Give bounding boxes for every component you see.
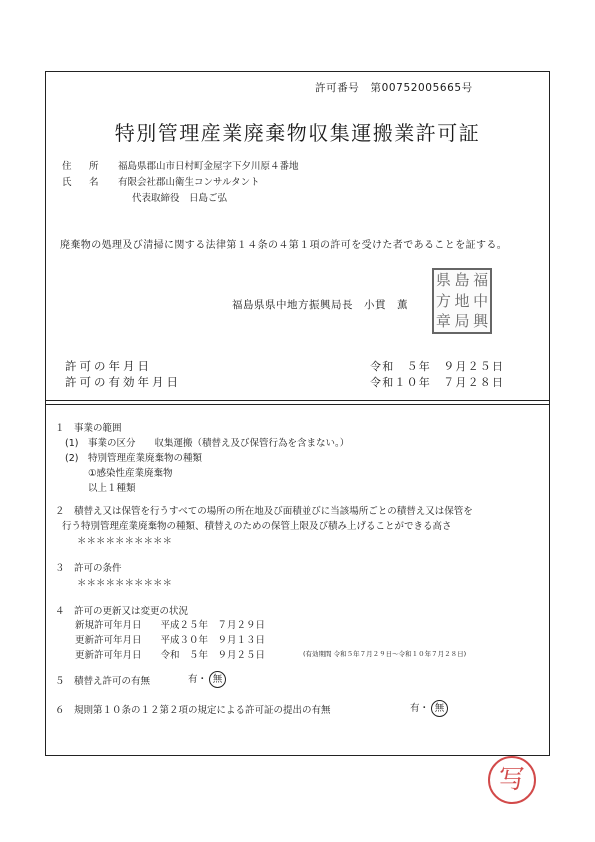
section-4-renewal-1: 更新許可年月日 平成３０年 ９月１３日 bbox=[75, 635, 266, 646]
valid-until-label: 許可の有効年月日 bbox=[65, 375, 181, 389]
name-label: 氏 名 bbox=[62, 177, 103, 188]
section-5-no-circled: 無 bbox=[209, 671, 226, 688]
section-3-value: ＊＊＊＊＊＊＊＊＊＊ bbox=[77, 578, 173, 589]
issuer-name: 福島県県中地方振興局長 小貫 薫 bbox=[232, 299, 408, 311]
document-title: 特別管理産業廃棄物収集運搬業許可証 bbox=[114, 121, 481, 145]
seal-char: 島 bbox=[454, 271, 470, 289]
permit-date-value: 令和 ５年 ９月２５日 bbox=[370, 360, 505, 373]
section-2-value: ＊＊＊＊＊＊＊＊＊＊ bbox=[77, 536, 173, 547]
official-seal bbox=[432, 268, 492, 334]
certification-text: 廃棄物の処理及び清掃に関する法律第１４条の４第１項の許可を受けた者であることを証する。 bbox=[60, 240, 508, 251]
section-6-title: ６ 規則第１０条の１２第２項の規定による許可証の提出の有無 bbox=[55, 705, 331, 716]
seal-char: 福 bbox=[473, 271, 489, 289]
seal-char: 方 bbox=[435, 291, 451, 310]
section-1-count: 以上１種類 bbox=[88, 483, 136, 494]
section-1-title: １ 事業の範囲 bbox=[55, 423, 122, 434]
section-5-label: ５ 積替え許可の有無 bbox=[55, 676, 151, 687]
divider-top bbox=[45, 400, 550, 401]
section-1-waste-type: ①感染性産業廃棄物 bbox=[88, 468, 173, 479]
section-4-new-permit: 新規許可年月日 平成２５年 ７月２９日 bbox=[75, 620, 266, 631]
seal-char: 興 bbox=[473, 312, 489, 331]
section-1-item-1: (1) 事業の区分 収集運搬（積替え及び保管行為を含まない。） bbox=[65, 438, 350, 449]
address-value: 福島県郡山市日村町金屋字下夕川原４番地 bbox=[118, 161, 299, 172]
seal-char: 章 bbox=[435, 312, 451, 331]
representative-value: 代表取締役 日島ご弘 bbox=[132, 193, 228, 204]
section-4-title: ４ 許可の更新又は変更の状況 bbox=[55, 606, 189, 617]
section-5-yes: 有・ bbox=[188, 674, 208, 685]
section-6-no-circled: 無 bbox=[431, 700, 448, 717]
section-4-validity-note: (有効期間 令和５年７月２９日～令和１０年７月２８日) bbox=[303, 650, 467, 658]
section-3-title: ３ 許可の条件 bbox=[55, 563, 122, 574]
section-5-choice bbox=[188, 671, 226, 688]
section-6-yes: 有・ bbox=[410, 703, 430, 714]
section-4-renewal-2: 更新許可年月日 令和 ５年 ９月２５日 bbox=[75, 650, 266, 661]
divider-bottom bbox=[45, 404, 550, 405]
seal-char: 県 bbox=[435, 271, 451, 289]
section-6-choice bbox=[410, 700, 448, 717]
seal-char: 局 bbox=[454, 312, 470, 331]
section-2-line-2: 行う特別管理産業廃棄物の種類、積替えのための保管上限及び積み上げることができる高さ bbox=[62, 521, 452, 532]
permit-number: 許可番号 第00752005665号 bbox=[315, 82, 473, 94]
seal-char: 地 bbox=[454, 291, 470, 310]
address-label: 住 所 bbox=[62, 161, 103, 172]
section-1-item-2: (2) 特別管理産業廃棄物の種類 bbox=[65, 453, 202, 464]
section-2-line-1: ２ 積替え又は保管を行うすべての場所の所在地及び面積並びに当該場所ごとの積替え又は保管を bbox=[55, 506, 473, 517]
permit-date-label: 許可の年月日 bbox=[65, 359, 152, 373]
section-5-title bbox=[55, 673, 150, 687]
seal-char: 中 bbox=[473, 291, 489, 310]
name-value: 有限会社郡山衛生コンサルタント bbox=[118, 177, 260, 188]
valid-until-value: 令和１０年 ７月２８日 bbox=[370, 376, 505, 389]
copy-stamp: 写 bbox=[488, 756, 536, 804]
